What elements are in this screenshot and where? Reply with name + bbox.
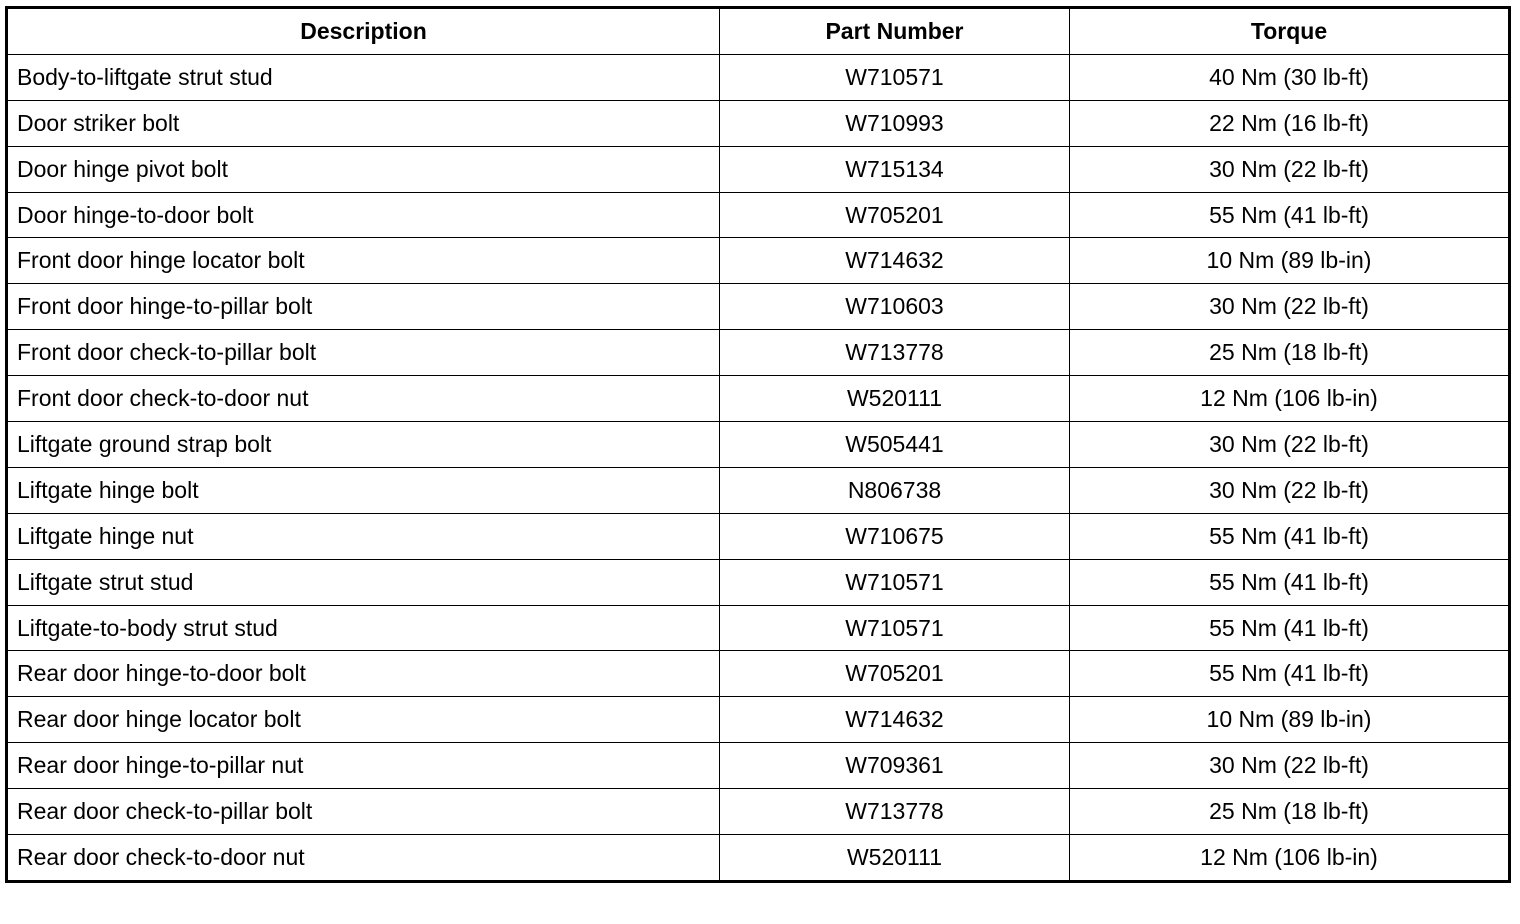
table-row [7,789,1510,835]
cell-part-number: W713778 [720,789,1070,835]
cell-part-number: W714632 [720,697,1070,743]
cell-part-number: N806738 [720,467,1070,513]
table-row [7,559,1510,605]
table-row [7,100,1510,146]
table-row [7,513,1510,559]
cell-part-number: W713778 [720,330,1070,376]
table-row [7,376,1510,422]
table-row [7,835,1510,882]
cell-part-number: W709361 [720,743,1070,789]
table-row [7,651,1510,697]
cell-description: Front door hinge-to-pillar bolt [7,284,720,330]
table-row [7,192,1510,238]
cell-part-number: W710571 [720,559,1070,605]
table-row [7,697,1510,743]
cell-part-number: W715134 [720,146,1070,192]
cell-torque: 25 Nm (18 lb-ft) [1070,330,1510,376]
cell-description: Liftgate ground strap bolt [7,422,720,468]
table-row [7,743,1510,789]
cell-torque: 25 Nm (18 lb-ft) [1070,789,1510,835]
table-row [7,54,1510,100]
cell-part-number: W705201 [720,651,1070,697]
cell-torque: 30 Nm (22 lb-ft) [1070,284,1510,330]
cell-description: Liftgate-to-body strut stud [7,605,720,651]
table-header [7,8,1510,55]
cell-description: Front door check-to-pillar bolt [7,330,720,376]
cell-part-number: W705201 [720,192,1070,238]
cell-part-number: W520111 [720,835,1070,882]
cell-part-number: W710675 [720,513,1070,559]
cell-description: Rear door hinge locator bolt [7,697,720,743]
table-row [7,330,1510,376]
cell-description: Rear door hinge-to-pillar nut [7,743,720,789]
cell-torque: 40 Nm (30 lb-ft) [1070,54,1510,100]
cell-torque: 55 Nm (41 lb-ft) [1070,513,1510,559]
table-row [7,605,1510,651]
cell-torque: 10 Nm (89 lb-in) [1070,238,1510,284]
column-header-part-number: Part Number [720,8,1070,55]
table-row [7,146,1510,192]
cell-torque: 30 Nm (22 lb-ft) [1070,422,1510,468]
table-row [7,238,1510,284]
cell-description: Liftgate strut stud [7,559,720,605]
cell-torque: 10 Nm (89 lb-in) [1070,697,1510,743]
header-row [7,8,1510,55]
cell-description: Body-to-liftgate strut stud [7,54,720,100]
cell-torque: 30 Nm (22 lb-ft) [1070,743,1510,789]
cell-description: Liftgate hinge nut [7,513,720,559]
cell-description: Front door check-to-door nut [7,376,720,422]
cell-description: Door hinge pivot bolt [7,146,720,192]
cell-description: Liftgate hinge bolt [7,467,720,513]
cell-part-number: W710603 [720,284,1070,330]
cell-part-number: W520111 [720,376,1070,422]
column-header-torque: Torque [1070,8,1510,55]
cell-torque: 12 Nm (106 lb-in) [1070,835,1510,882]
table-body [7,54,1510,881]
cell-description: Front door hinge locator bolt [7,238,720,284]
cell-torque: 12 Nm (106 lb-in) [1070,376,1510,422]
cell-description: Rear door hinge-to-door bolt [7,651,720,697]
torque-spec-table [5,6,1511,883]
cell-description: Door hinge-to-door bolt [7,192,720,238]
cell-torque: 22 Nm (16 lb-ft) [1070,100,1510,146]
cell-torque: 30 Nm (22 lb-ft) [1070,146,1510,192]
cell-torque: 55 Nm (41 lb-ft) [1070,192,1510,238]
cell-torque: 55 Nm (41 lb-ft) [1070,605,1510,651]
cell-description: Rear door check-to-door nut [7,835,720,882]
cell-torque: 55 Nm (41 lb-ft) [1070,559,1510,605]
table-row [7,422,1510,468]
column-header-description: Description [7,8,720,55]
cell-part-number: W710993 [720,100,1070,146]
cell-part-number: W710571 [720,54,1070,100]
table-row [7,284,1510,330]
table-row [7,467,1510,513]
cell-torque: 55 Nm (41 lb-ft) [1070,651,1510,697]
cell-description: Rear door check-to-pillar bolt [7,789,720,835]
cell-description: Door striker bolt [7,100,720,146]
cell-part-number: W710571 [720,605,1070,651]
cell-part-number: W505441 [720,422,1070,468]
cell-part-number: W714632 [720,238,1070,284]
cell-torque: 30 Nm (22 lb-ft) [1070,467,1510,513]
